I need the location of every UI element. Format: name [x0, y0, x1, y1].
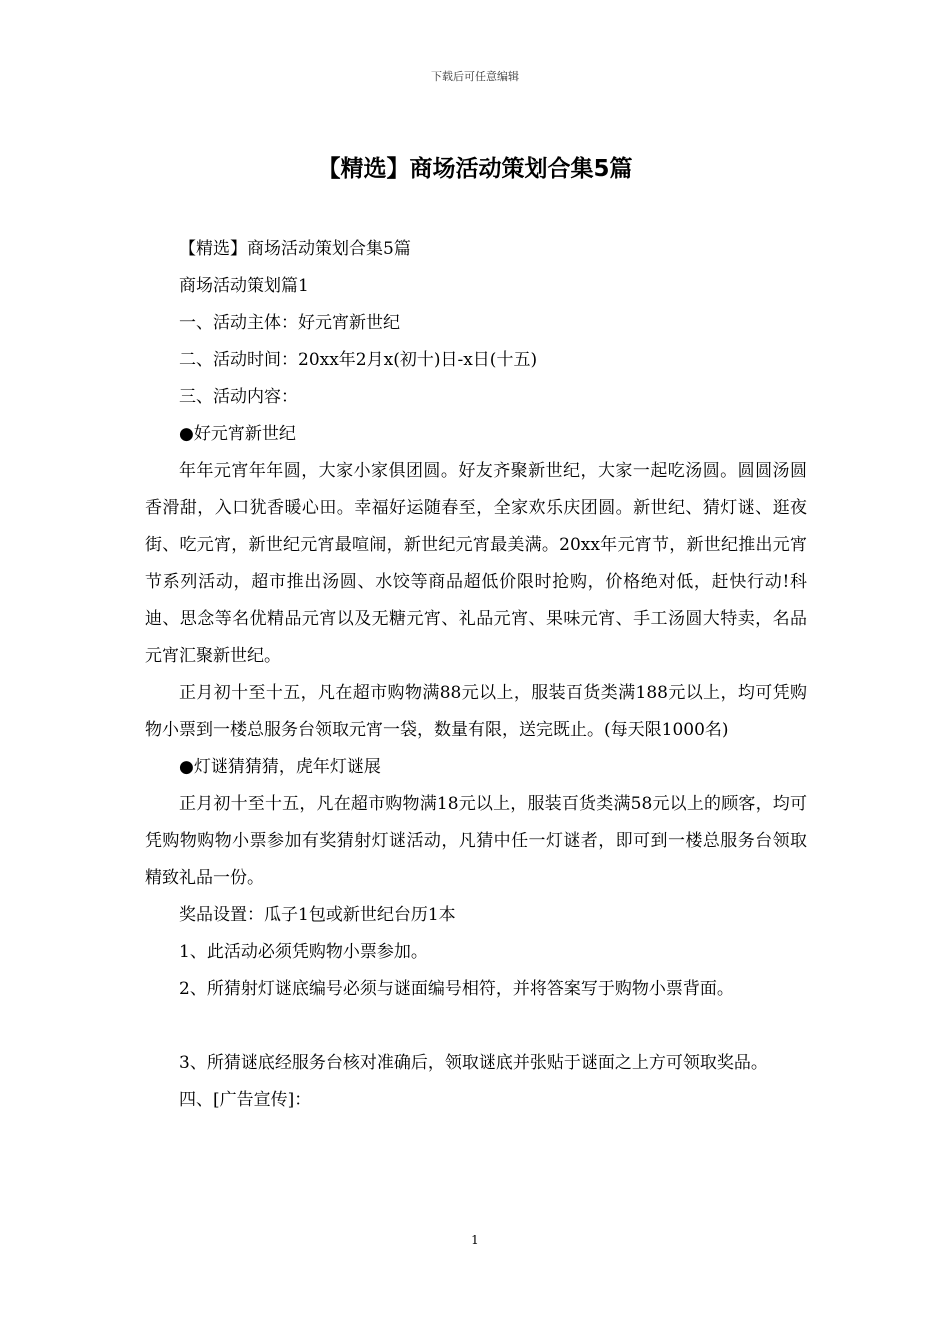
- paragraph-festival-description: 年年元宵年年圆，大家小家俱团圆。好友齐聚新世纪，大家一起吃汤圆。圆圆汤圆香滑甜，入口犹香暖心田。幸福好运随春至，全家欢乐庆团圆。新世纪、猜灯谜、逛夜街、吃元宵，新世纪元宵最喧闹，新世纪元宵最美满。20xx年元宵节，新世纪推出元宵节系列活动，超市推出汤圆、水饺等商品超低价限时抢购，价格绝对低，赶快行动!科迪、思念等名优精品元宵以及无糖元宵、礼品元宵、果味元宵、手工汤圆大特卖，名品元宵汇聚新世纪。: [145, 461, 807, 666]
- paragraph-advertising: 四、[广告宣传]：: [179, 1090, 312, 1110]
- paragraph-activity-content: 三、活动内容：: [179, 387, 298, 407]
- paragraph-riddle-rules: 正月初十至十五，凡在超市购物满18元以上，服装百货类满58元以上的顾客，均可凭购物购物小票参加有奖猜射灯谜活动，凡猜中任一灯谜者，即可到一楼总服务台领取精致礼品一份。: [145, 794, 807, 888]
- paragraph-rule-1: 1、此活动必须凭购物小票参加。: [179, 942, 428, 962]
- page-header-note: 下载后可任意编辑: [431, 70, 519, 83]
- page-number: 1: [471, 1233, 479, 1247]
- document-title: 【精选】商场活动策划合集5篇: [317, 156, 633, 182]
- paragraph-bullet-lantern-festival: ●好元宵新世纪: [179, 424, 296, 444]
- paragraph-bullet-riddles: ●灯谜猜猜猜，虎年灯谜展: [179, 757, 381, 777]
- paragraph-activity-time: 二、活动时间：20xx年2月x(初十)日-x日(十五): [179, 350, 538, 370]
- paragraph-rule-3: 3、所猜谜底经服务台核对准确后，领取谜底并张贴于谜面之上方可领取奖品。: [179, 1053, 768, 1073]
- paragraph-subtitle: 【精选】商场活动策划合集5篇: [179, 239, 411, 259]
- paragraph-activity-subject: 一、活动主体：好元宵新世纪: [179, 313, 400, 333]
- paragraph-section-heading: 商场活动策划篇1: [179, 276, 309, 296]
- document-body: [145, 231, 807, 1119]
- paragraph-rule-2: 2、所猜射灯谜底编号必须与谜面编号相符，并将答案写于购物小票背面。: [179, 979, 734, 999]
- paragraph-prize-settings: 奖品设置：瓜子1包或新世纪台历1本: [179, 905, 456, 925]
- paragraph-purchase-gift: 正月初十至十五，凡在超市购物满88元以上，服装百货类满188元以上，均可凭购物小票到一楼总服务台领取元宵一袋，数量有限，送完既止。(每天限1000名): [145, 683, 807, 740]
